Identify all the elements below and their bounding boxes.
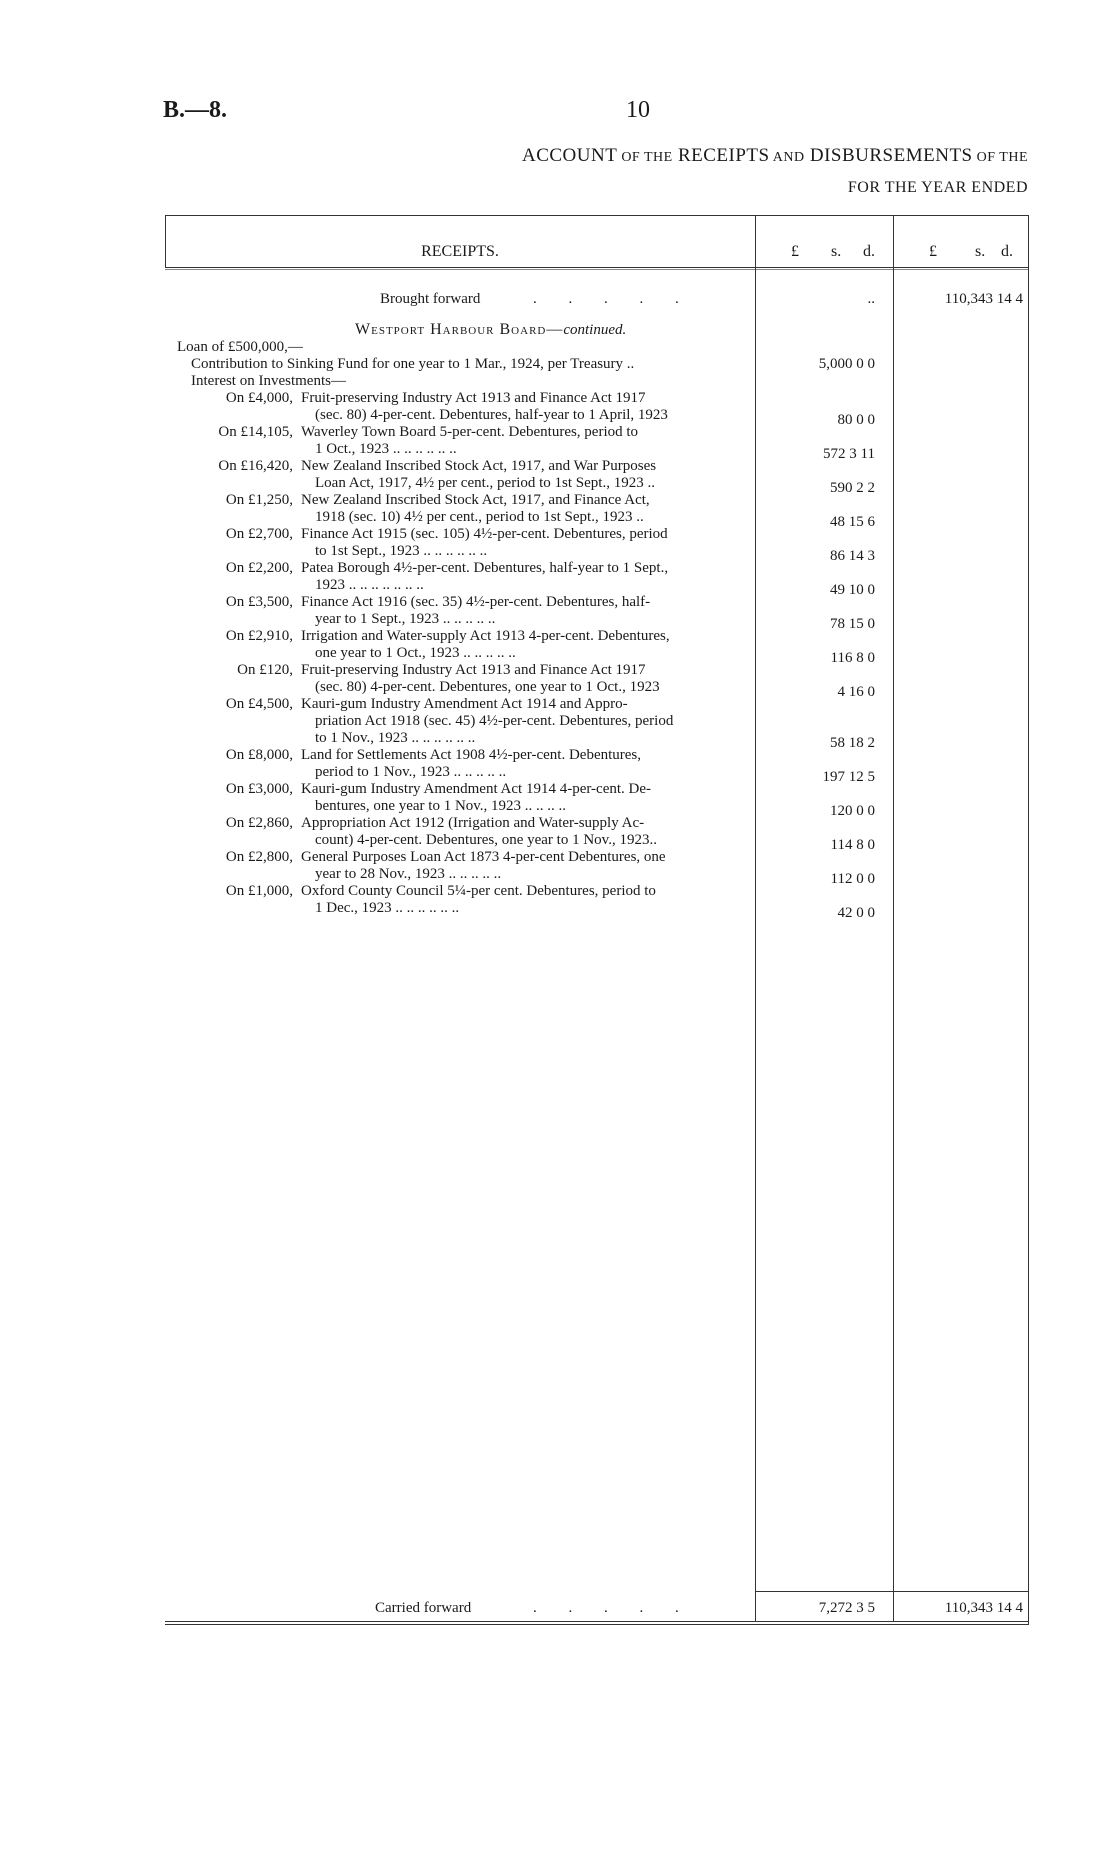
carried-forward-col1: 7,272 3 5 [818,1600,875,1616]
interest-heading: Interest on Investments— [191,373,346,389]
section-heading: Westport Harbour Board—continued. [355,321,627,338]
pound-header: £ [929,243,937,260]
contribution-text: Contribution to Sinking Fund for one year to 1 Mar., 1924, per Treasury .. [191,356,635,372]
investment-description-line: New Zealand Inscribed Stock Act, 1917, and Finance Act, [301,492,650,508]
investment-description-line: Fruit-preserving Industry Act 1913 and Finance Act 1917 [301,390,646,406]
investment-description-line: Kauri-gum Industry Amendment Act 1914 4-per-cent. De- [301,781,652,797]
investment-description-line: Land for Settlements Act 1908 4½-per-cent. Debentures, [301,747,642,763]
pound-header: £ [791,243,799,260]
investment-interest-amount: 78 15 0 [830,616,875,632]
investment-interest-amount: 4 16 0 [837,684,875,700]
pence-header: d. [863,243,875,260]
investment-description-line: Patea Borough 4½-per-cent. Debentures, half-year to 1 Sept., [301,560,669,576]
investment-interest-amount: 116 8 0 [830,650,875,666]
investment-amount-label: On £3,000, [225,781,293,797]
investment-interest-amount: 590 2 2 [830,480,875,496]
investment-description-line: Oxford County Council 5¼-per cent. Debentures, period to [301,883,656,899]
investment-description-line: 1 Dec., 1923 .. .. .. .. .. .. [315,900,460,916]
header-rule-2 [165,269,1029,270]
brought-forward-col1: .. [867,291,875,307]
brought-forward-col2: 110,343 14 4 [944,291,1023,307]
investment-interest-amount: 120 0 0 [830,803,875,819]
page-number: 10 [626,97,650,123]
investment-interest-amount: 58 18 2 [830,735,875,751]
investment-description-line: 1 Oct., 1923 .. .. .. .. .. .. [315,441,457,457]
col-divider-2 [893,215,894,1621]
investment-amount-label: On £2,700, [225,526,293,542]
investment-description-line: year to 28 Nov., 1923 .. .. .. .. .. [315,866,502,882]
investment-interest-amount: 112 0 0 [830,871,875,887]
investment-description-line: Irrigation and Water-supply Act 1913 4-per-cent. Debentures, [301,628,670,644]
title-line-1: ACCOUNT OF THE RECEIPTS AND DISBURSEMENTS OF THE [521,145,1028,166]
investment-description-line: (sec. 80) 4-per-cent. Debentures, half-year to 1 April, 1923 [315,407,668,423]
investment-interest-amount: 48 15 6 [830,514,875,530]
receipts-table [165,215,1029,1638]
table-bottom-rule [165,1621,1029,1622]
title-line-2: FOR THE YEAR ENDED [847,179,1028,196]
investment-description-line: priation Act 1918 (sec. 45) 4½-per-cent. Debentures, period [315,713,674,729]
investment-description-line: period to 1 Nov., 1923 .. .. .. .. .. [315,764,507,780]
investment-interest-amount: 572 3 11 [823,446,875,462]
carried-forward-label: Carried forward [375,1600,472,1616]
investment-amount-label: On £4,500, [225,696,293,712]
shilling-header: s. [975,243,986,260]
contribution-amount: 5,000 0 0 [818,356,875,372]
investment-description-line: 1923 .. .. .. .. .. .. .. [315,577,424,593]
investment-description-line: General Purposes Loan Act 1873 4-per-cent Debentures, one [301,849,666,865]
loan-heading: Loan of £500,000,— [177,339,303,355]
investment-description-line: (sec. 80) 4-per-cent. Debentures, one year to 1 Oct., 1923 [315,679,660,695]
investment-interest-amount: 197 12 5 [822,769,875,785]
investment-description-line: Waverley Town Board 5-per-cent. Debentures, period to [301,424,639,440]
brought-forward-leaders: . . . . . [533,291,693,307]
shilling-header: s. [831,243,842,260]
pence-header: d. [1001,243,1013,260]
investment-description-line: 1918 (sec. 10) 4½ per cent., period to 1st Sept., 1923 .. [315,509,644,525]
table-top-rule [165,215,1029,216]
investment-interest-amount: 114 8 0 [830,837,875,853]
investment-description-line: Finance Act 1915 (sec. 105) 4½-per-cent. Debentures, period [301,526,668,542]
investment-description-line: Finance Act 1916 (sec. 35) 4½-per-cent. Debentures, half- [301,594,651,610]
investment-interest-amount: 49 10 0 [830,582,875,598]
investment-description-line: count) 4-per-cent. Debentures, one year to 1 Nov., 1923.. [315,832,657,848]
investment-amount-label: On £2,910, [225,628,293,644]
receipts-header: RECEIPTS. [421,243,499,260]
investment-amount-label: On £4,000, [225,390,293,406]
investment-amount-label: On £1,000, [225,883,293,899]
investment-amount-label: On £1,250, [225,492,293,508]
carried-forward-col2: 110,343 14 4 [944,1600,1023,1616]
investment-interest-amount: 86 14 3 [830,548,875,564]
investment-amount-label: On £2,860, [225,815,293,831]
investment-description-line: Fruit-preserving Industry Act 1913 and Finance Act 1917 [301,662,646,678]
investment-description-line: one year to 1 Oct., 1923 .. .. .. .. .. [315,645,516,661]
carried-forward-leaders: . . . . . [533,1600,693,1616]
investment-description-line: Loan Act, 1917, 4½ per cent., period to 1st Sept., 1923 .. [315,475,655,491]
investment-amount-label: On £8,000, [225,747,293,763]
table-bottom-rule-2 [165,1624,1029,1625]
investment-interest-amount: 80 0 0 [837,412,875,428]
investment-amount-label: On £16,420, [218,458,293,474]
investment-description-line: bentures, one year to 1 Nov., 1923 .. .. .. .. [315,798,567,814]
investment-amount-label: On £120, [237,662,293,678]
investment-amount-label: On £3,500, [225,594,293,610]
investment-description-line: Kauri-gum Industry Amendment Act 1914 and Appro- [301,696,628,712]
total-top-rule [755,1591,1029,1592]
investment-description-line: to 1st Sept., 1923 .. .. .. .. .. .. [315,543,488,559]
header-rule [165,267,1029,268]
brought-forward-label: Brought forward [380,291,481,307]
investment-description-line: to 1 Nov., 1923 .. .. .. .. .. .. [315,730,476,746]
investment-amount-label: On £2,200, [225,560,293,576]
right-border [1028,215,1029,1624]
investment-interest-amount: 42 0 0 [837,905,875,921]
investment-description-line: New Zealand Inscribed Stock Act, 1917, and War Purposes [301,458,657,474]
investment-description-line: Appropriation Act 1912 (Irrigation and Water-supply Ac- [301,815,645,831]
investment-description-line: year to 1 Sept., 1923 .. .. .. .. .. [315,611,496,627]
investment-amount-label: On £14,105, [218,424,293,440]
report-reference: B.—8. [163,97,228,123]
investment-amount-label: On £2,800, [225,849,293,865]
